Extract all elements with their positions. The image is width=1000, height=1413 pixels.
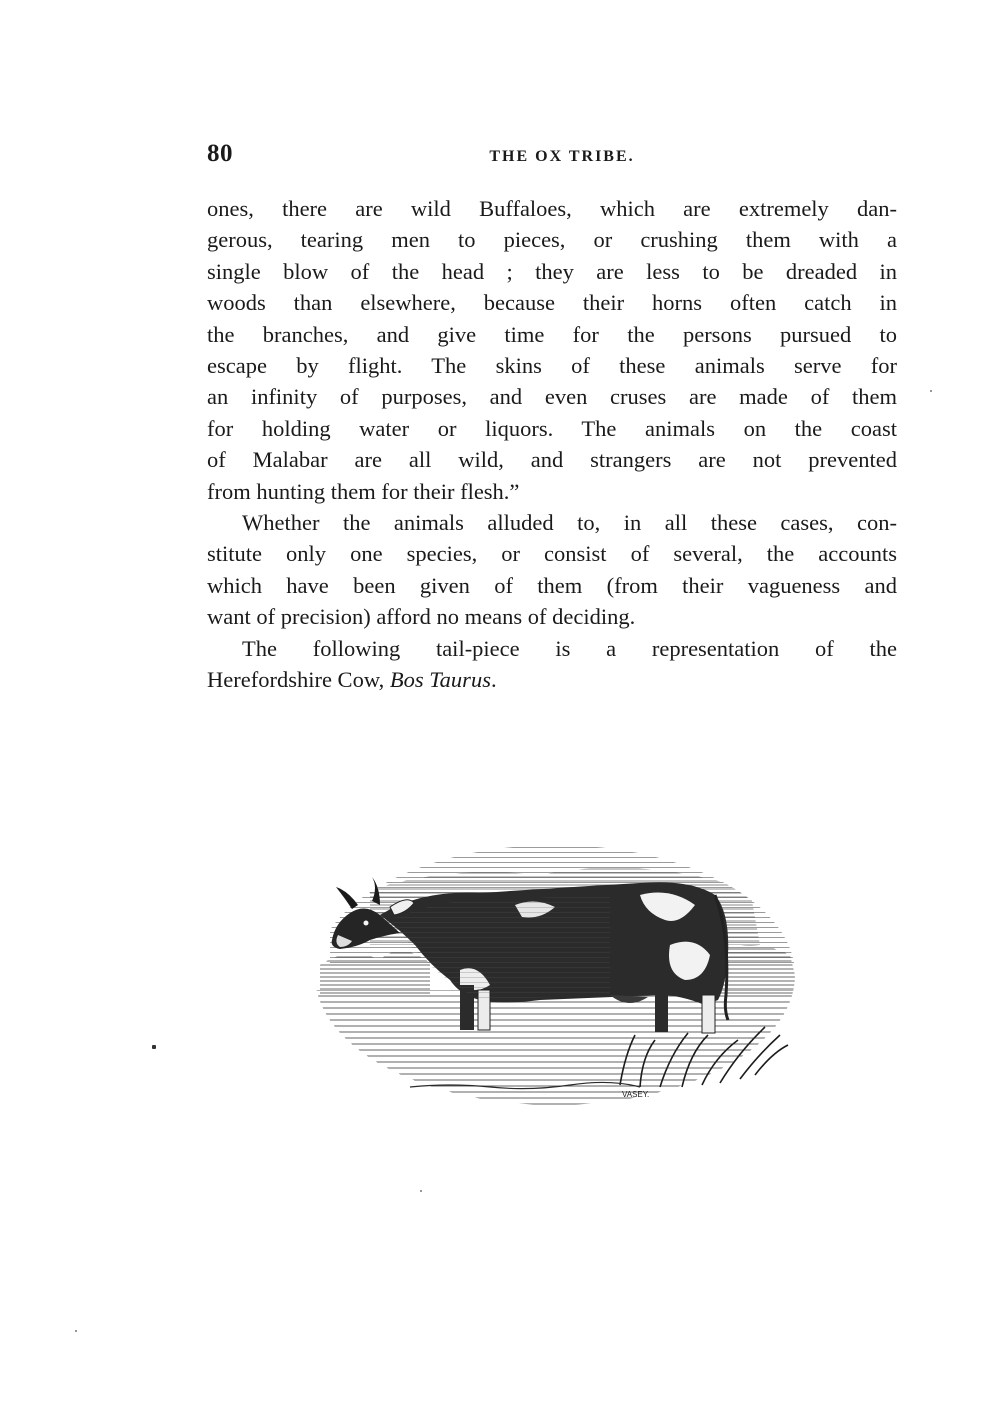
paper-speck [152,1045,156,1049]
text-line: escape by flight. The skins of these animals serve for [207,353,897,379]
paragraph-1 [207,193,897,507]
paper-speck [420,1190,422,1192]
paragraph-2 [207,507,897,633]
body-text [207,193,897,696]
paper-speck [75,1330,77,1332]
text-line: ones, there are wild Buffaloes, which are extremely dan- [207,196,897,221]
text-line [207,664,897,695]
species-name: Bos Taurus [389,667,491,693]
text-punctuation: . [490,667,497,693]
engraver-signature: VASEY. [622,1090,650,1099]
text-line: for holding water or liquors. The animals on the coast [207,415,897,441]
text-plain: Herefordshire Cow, [207,667,390,693]
text-line: Whether the animals alluded to, in all these cases, con- [242,510,897,536]
text-line: want of precision) afford no means of deciding. [207,604,636,630]
text-line: the branches, and give time for the persons pursued to [207,321,897,347]
text-line: woods than elsewhere, because their horns often catch in [207,290,897,316]
text-line: gerous, tearing men to pieces, or crushing them with a [207,227,897,253]
paper-speck [930,390,932,392]
paragraph-3 [207,633,897,696]
text-line: The following tail-piece is a representation of the [242,635,897,661]
cow-engraving-illustration [310,795,810,1105]
text-line: single blow of the head ; they are less to be dreaded in [207,258,897,284]
page-number: 80 [207,140,233,167]
text-line: an infinity of purposes, and even cruses are made of them [207,384,897,410]
text-line: stitute only one species, or consist of several, the accounts [207,541,897,567]
text-line: which have been given of them (from their vagueness and [207,572,897,598]
text-line: from hunting them for their flesh.” [207,478,520,504]
running-title: THE OX TRIBE. [489,148,635,165]
running-head [207,140,897,176]
text-line: of Malabar are all wild, and strangers are not prevented [207,447,897,473]
